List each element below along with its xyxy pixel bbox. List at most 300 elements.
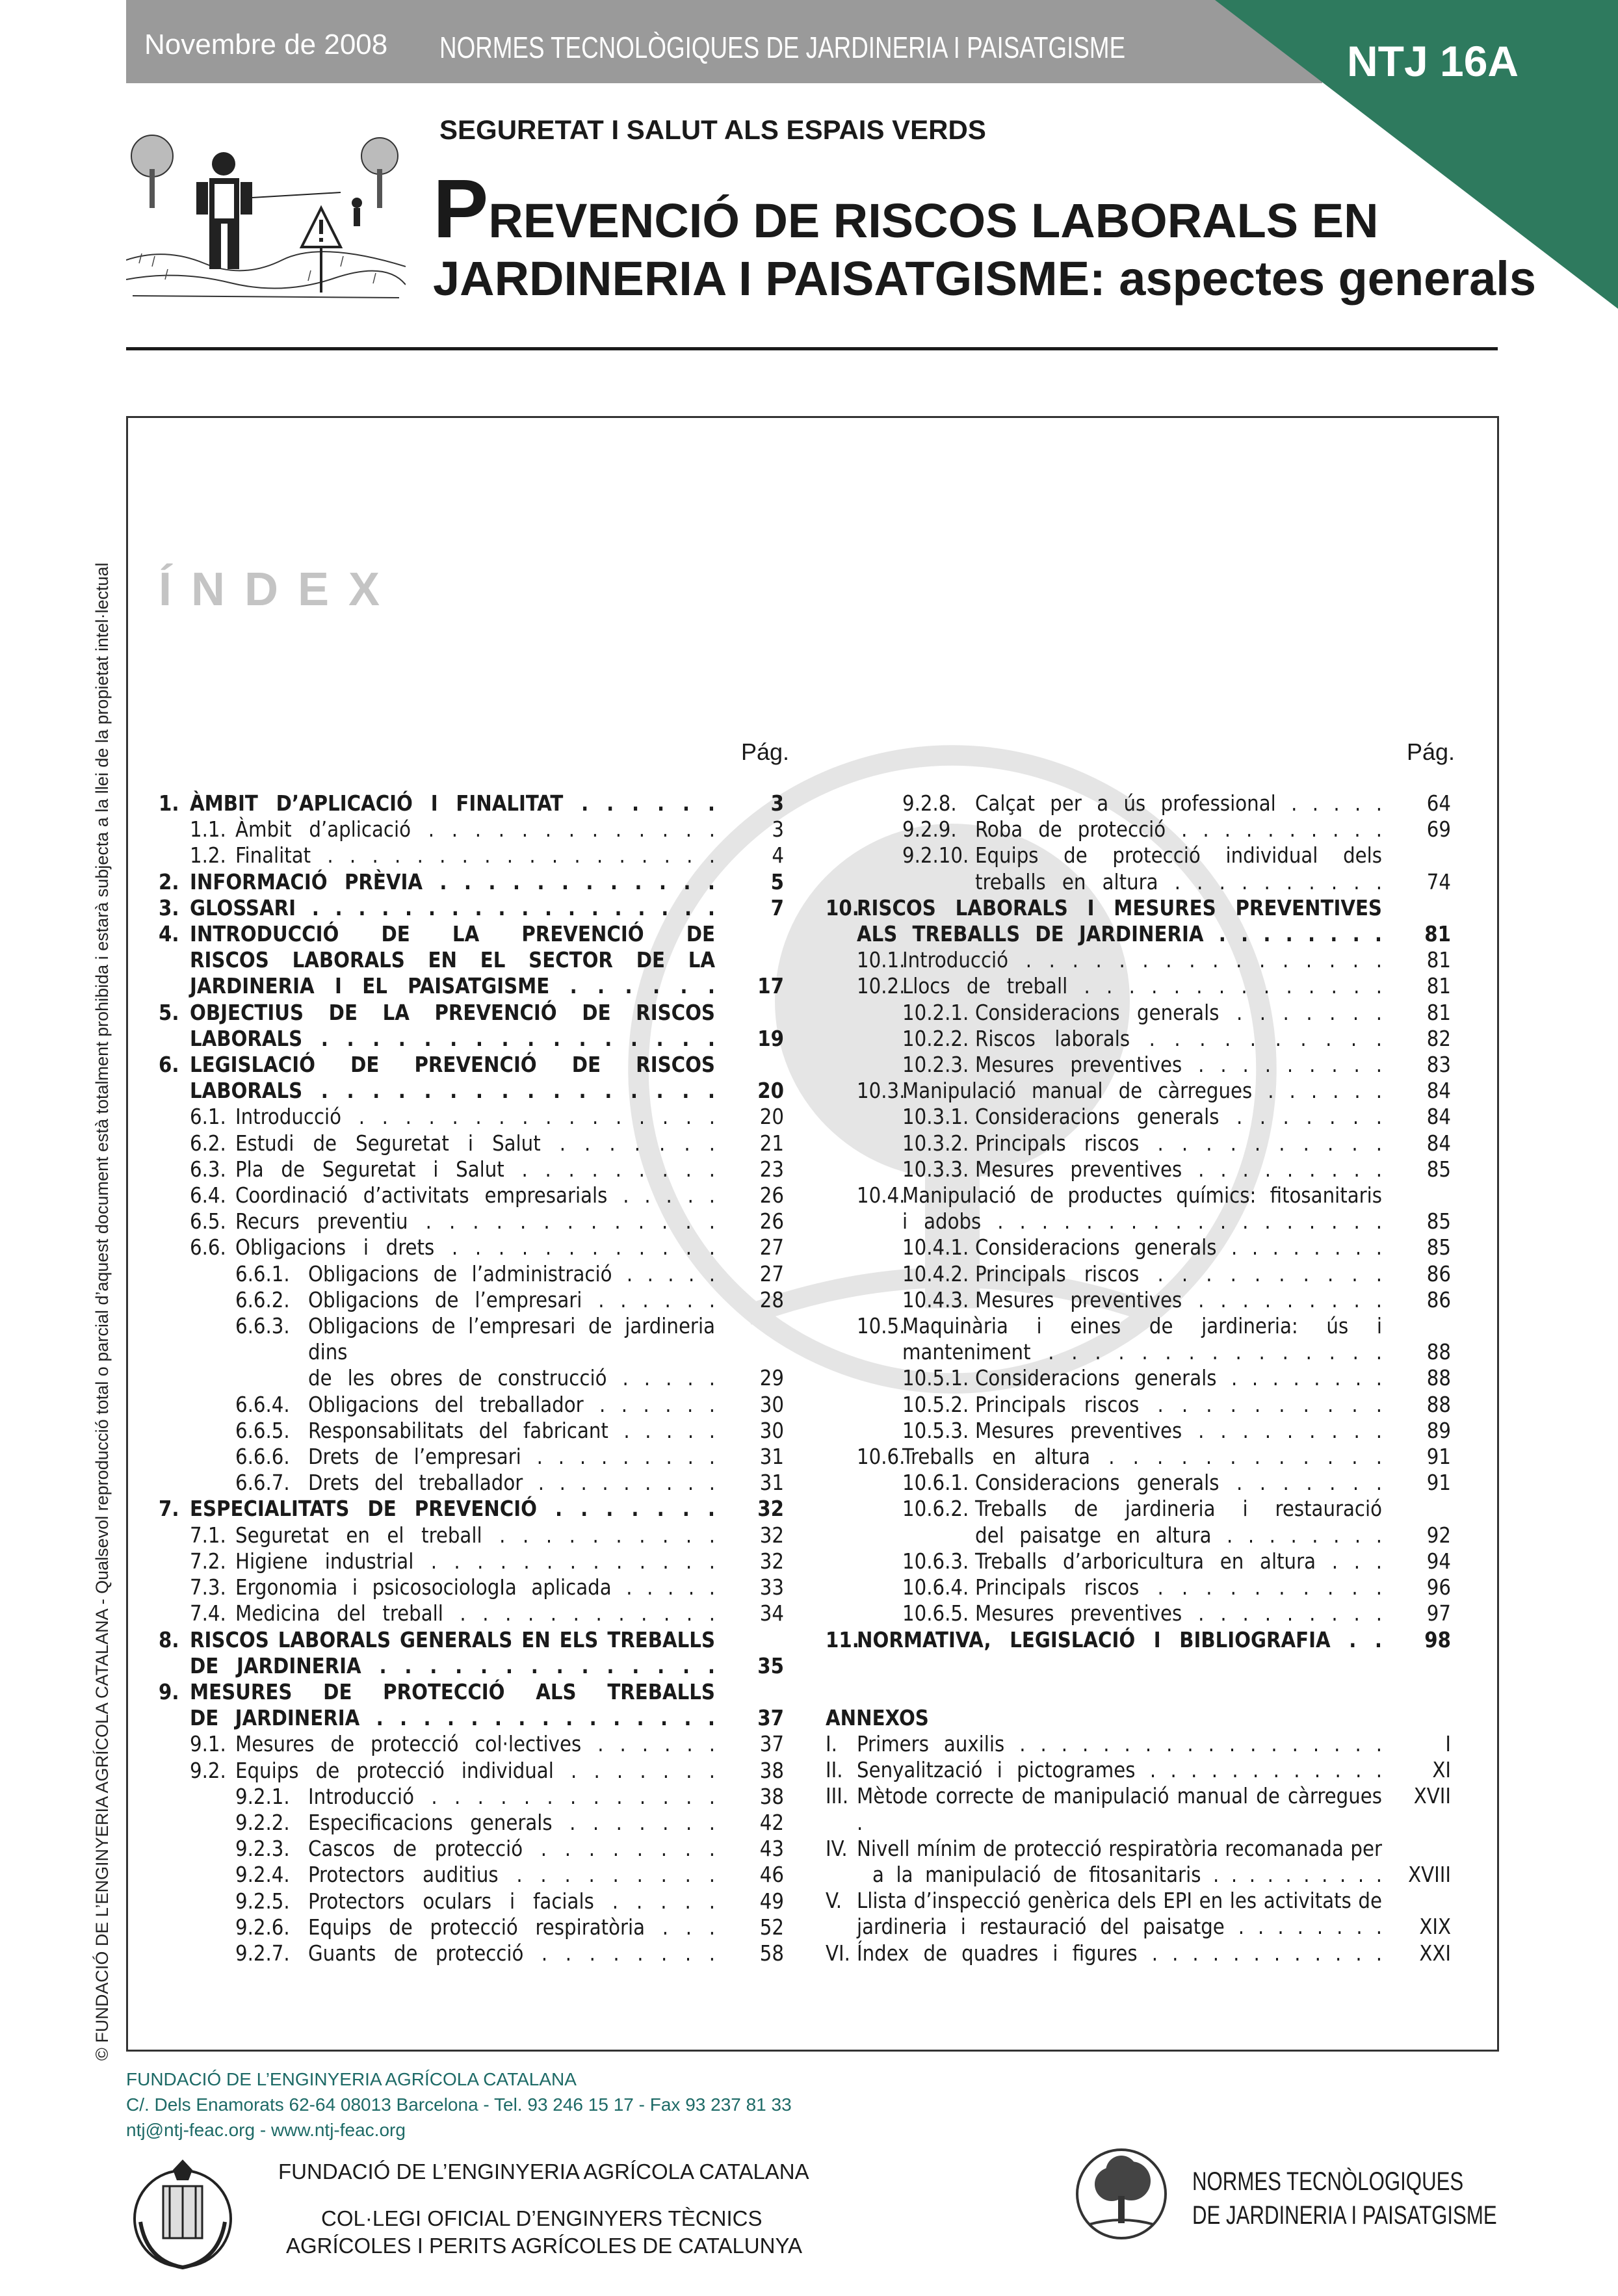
toc-page-number: 7 xyxy=(770,895,784,920)
toc-entry xyxy=(826,1078,1451,1104)
toc-number: 7.3. xyxy=(190,1575,226,1600)
toc-number: 9.2.5. xyxy=(235,1888,290,1914)
footer-right-line-1: NORMES TECNÒLOGIQUES xyxy=(1192,2167,1464,2196)
toc-entry xyxy=(159,1836,784,1862)
toc-entry xyxy=(159,842,784,868)
toc-entry xyxy=(826,842,1451,868)
toc-page-number: 86 xyxy=(1426,1287,1451,1312)
toc-title: Calçat per a ús professional . . . . . xyxy=(975,791,1382,816)
toc-page-number: 38 xyxy=(759,1784,784,1809)
toc-title: ESPECIALITATS DE PREVENCIÓ . . . . . . . xyxy=(190,1496,715,1522)
toc-number: 10.1. xyxy=(857,948,906,973)
toc-title: Consideracions generals . . . . . . . xyxy=(975,1000,1382,1025)
toc-entry xyxy=(826,1287,1451,1313)
toc-number: 6.6.1. xyxy=(235,1261,290,1286)
toc-entry xyxy=(159,1130,784,1156)
toc-entry xyxy=(159,973,784,999)
toc-page-number: 19 xyxy=(757,1026,784,1051)
toc-left-column xyxy=(159,790,784,1966)
toc-entry xyxy=(159,1287,784,1313)
toc-number: 10.6.1. xyxy=(902,1470,969,1496)
toc-page-number: 64 xyxy=(1426,791,1451,816)
toc-entry xyxy=(826,790,1451,816)
toc-page-number: 58 xyxy=(759,1940,784,1966)
toc-entry xyxy=(159,1392,784,1418)
toc-entry xyxy=(159,816,784,842)
toc-page-number: 85 xyxy=(1426,1209,1451,1234)
toc-title: Drets del treballador . . . . . . . . . xyxy=(308,1470,715,1496)
toc-title: INTRODUCCIÓ DE LA PREVENCIÓ DE xyxy=(190,922,715,947)
toc-title: Consideracions generals . . . . . . . . xyxy=(975,1235,1382,1260)
toc-title: del paisatge en altura . . . . . . . . xyxy=(975,1522,1382,1548)
toc-page-number: 85 xyxy=(1426,1235,1451,1260)
toc-title: Pla de Seguretat i Salut . . . . . . . . . xyxy=(235,1156,715,1182)
toc-number: 10.4.3. xyxy=(902,1287,969,1312)
toc-entry xyxy=(159,869,784,895)
toc-page-number: XIX xyxy=(1419,1914,1451,1940)
toc-entry xyxy=(159,1496,784,1522)
toc-page-number: 98 xyxy=(1424,1627,1451,1652)
toc-number: II. xyxy=(826,1758,843,1783)
toc-number: V. xyxy=(826,1888,842,1914)
toc-title: Ergonomia i psicosociologIa aplicada . . . . . xyxy=(235,1575,715,1600)
toc-title: Índex de quadres i figures . . . . . . . . . . . . xyxy=(857,1940,1382,1966)
toc-entry xyxy=(826,1182,1451,1208)
toc-title: DE JARDINERIA . . . . . . . . . . . . . . . xyxy=(190,1706,715,1731)
toc-entry xyxy=(826,1496,1451,1522)
toc-entry xyxy=(826,973,1451,999)
toc-page-number: 97 xyxy=(1426,1601,1451,1626)
toc-title: Obligacions de l’empresari . . . . . . xyxy=(308,1287,715,1312)
toc-entry xyxy=(159,1574,784,1600)
toc-entry xyxy=(826,947,1451,973)
toc-title: MESURES DE PROTECCIÓ ALS TREBALLS xyxy=(190,1679,715,1704)
toc-entry xyxy=(826,1914,1451,1940)
toc-number: 10.6.4. xyxy=(902,1575,969,1600)
toc-title: Obligacions i drets . . . . . . . . . . . . xyxy=(235,1235,715,1260)
toc-page-number: 28 xyxy=(759,1287,784,1312)
toc-page-number: 32 xyxy=(759,1522,784,1548)
toc-page-number: 81 xyxy=(1424,922,1451,947)
toc-title: Principals riscos . . . . . . . . . . xyxy=(975,1392,1382,1417)
toc-entry xyxy=(826,1470,1451,1496)
toc-page-number: 26 xyxy=(759,1183,784,1208)
toc-title: Senyalització i pictogrames . . . . . . . . . . . . xyxy=(857,1758,1382,1783)
toc-page-number: 30 xyxy=(759,1418,784,1443)
publication-date: Novembre de 2008 xyxy=(144,29,388,60)
toc-title: a la manipulació de fitosanitaris . . . . . . . . . . xyxy=(872,1862,1382,1887)
toc-number: 9.1. xyxy=(190,1732,226,1757)
toc-title: treballs en altura . . . . . . . . . . xyxy=(975,869,1382,894)
toc-page-number: 81 xyxy=(1426,948,1451,973)
toc-entry xyxy=(159,1365,784,1391)
toc-page-number: 92 xyxy=(1426,1522,1451,1548)
toc-entry xyxy=(826,1261,1451,1287)
toc-page-number: 37 xyxy=(757,1706,784,1731)
toc-number: 9.2.7. xyxy=(235,1940,290,1966)
toc-number: 9.2.6. xyxy=(235,1914,290,1940)
toc-page-number: 32 xyxy=(759,1548,784,1574)
toc-title: INFORMACIÓ PRÈVIA . . . . . . . . . . . . xyxy=(190,869,715,894)
toc-title: Equips de protecció individual dels xyxy=(975,843,1382,868)
toc-entry xyxy=(159,1104,784,1130)
document-subtitle: SEGURETAT I SALUT ALS ESPAIS VERDS xyxy=(439,114,986,145)
toc-title: Protectors auditius . . . . . . . . . xyxy=(308,1862,715,1888)
toc-page-number: 88 xyxy=(1426,1340,1451,1365)
toc-page-number: 27 xyxy=(759,1261,784,1286)
ntj-tree-logo xyxy=(1066,2145,1177,2243)
toc-entry xyxy=(159,921,784,947)
toc-title: Consideracions generals . . . . . . . . xyxy=(975,1366,1382,1391)
toc-number: 6.6.7. xyxy=(235,1470,290,1496)
toc-title: Recurs preventiu . . . . . . . . . . . . . xyxy=(235,1209,715,1234)
toc-number: 6.4. xyxy=(190,1183,226,1208)
toc-title: Principals riscos . . . . . . . . . . xyxy=(975,1261,1382,1286)
toc-entry xyxy=(826,1731,1451,1757)
toc-page-number: 20 xyxy=(757,1078,784,1104)
document-title xyxy=(433,163,1536,306)
toc-number: 9.2.4. xyxy=(235,1862,290,1888)
toc-number: 9.2. xyxy=(190,1758,226,1783)
toc-number: 6.6.6. xyxy=(235,1444,290,1470)
toc-entry xyxy=(159,1156,784,1182)
toc-title: Llocs de treball . . . . . . . . . . . . . . xyxy=(902,974,1382,999)
toc-title: Mesures preventives . . . . . . . . . xyxy=(975,1418,1382,1443)
toc-page-number: 34 xyxy=(759,1601,784,1626)
toc-number: 11. xyxy=(826,1627,859,1652)
toc-title: de les obres de construcció . . . . . xyxy=(308,1366,715,1391)
toc-title: JARDINERIA I EL PAISATGISME . . . . . . xyxy=(190,974,715,999)
toc-page-number: 5 xyxy=(770,869,784,894)
toc-number: 6.6. xyxy=(190,1235,226,1260)
toc-title: Introducció . . . . . . . . . . . . . . . . xyxy=(902,948,1382,973)
toc-number: 9.2.10. xyxy=(902,843,969,868)
toc-number: 6.3. xyxy=(190,1156,226,1182)
toc-entry xyxy=(159,1600,784,1626)
toc-number: 1.1. xyxy=(190,817,226,842)
toc-title: Principals riscos . . . . . . . . . . xyxy=(975,1575,1382,1600)
toc-title: Treballs de jardineria i restauració xyxy=(975,1496,1382,1522)
toc-page-number: XVIII xyxy=(1408,1862,1451,1887)
toc-number: 6. xyxy=(159,1052,179,1078)
toc-page-number: 82 xyxy=(1426,1026,1451,1051)
toc-number: IV. xyxy=(826,1836,848,1861)
toc-title: Obligacions del treballador . . . . . . xyxy=(308,1392,715,1417)
title-initial: P xyxy=(433,163,489,255)
toc-number: 9.2.8. xyxy=(902,791,957,816)
toc-title: Finalitat . . . . . . . . . . . . . . . . . . xyxy=(235,843,715,868)
title-line-2: JARDINERIA I PAISATGISME: aspectes generals xyxy=(433,252,1536,306)
toc-title: Medicina del treball . . . . . . . . . . . . xyxy=(235,1601,715,1626)
toc-title: Principals riscos . . . . . . . . . . xyxy=(975,1130,1382,1156)
toc-number: 1.2. xyxy=(190,843,226,868)
toc-number: 8. xyxy=(159,1627,179,1652)
toc-number: 10.2.3. xyxy=(902,1052,969,1078)
toc-number: 10.3. xyxy=(857,1078,906,1104)
toc-title: NORMATIVA, LEGISLACIÓ I BIBLIOGRAFIA . . xyxy=(857,1627,1382,1652)
toc-entry xyxy=(159,1052,784,1078)
side-copyright xyxy=(92,562,112,2061)
toc-number: 10.6.2. xyxy=(902,1496,969,1522)
toc-title: manteniment . . . . . . . . . . . . . . . xyxy=(902,1340,1382,1365)
toc-entry xyxy=(159,1914,784,1940)
toc-right-column xyxy=(826,790,1451,1966)
toc-number: 7.2. xyxy=(190,1548,226,1574)
toc-number: 10.5. xyxy=(857,1314,906,1339)
toc-page-number: 86 xyxy=(1426,1261,1451,1286)
title-line-1-rest: REVENCIÓ DE RISCOS LABORALS EN xyxy=(488,194,1379,248)
toc-entry xyxy=(826,895,1451,921)
college-seal-logo xyxy=(127,2157,238,2274)
toc-entry xyxy=(826,1365,1451,1391)
toc-entry xyxy=(826,1548,1451,1574)
toc-title: Consideracions generals . . . . . . . xyxy=(975,1470,1382,1496)
toc-title: Àmbit d’aplicació . . . . . . . . . . . . . xyxy=(235,817,715,842)
toc-entry xyxy=(159,1444,784,1470)
toc-entry xyxy=(826,1888,1451,1914)
toc-title: Protectors oculars i facials . . . . . xyxy=(308,1888,715,1914)
toc-entry xyxy=(826,1130,1451,1156)
toc-number: 2. xyxy=(159,869,179,894)
toc-title: Equips de protecció individual . . . . . . . xyxy=(235,1758,715,1783)
toc-entry xyxy=(826,921,1451,947)
toc-number: 10.5.1. xyxy=(902,1366,969,1391)
gardener-warning-illustration xyxy=(126,130,406,306)
toc-title: Especificacions generals . . . . . . . xyxy=(308,1810,715,1835)
toc-title: LEGISLACIÓ DE PREVENCIÓ DE RISCOS xyxy=(190,1052,715,1078)
toc-page-number: 3 xyxy=(772,817,784,842)
toc-number: 9.2.2. xyxy=(235,1810,290,1835)
toc-entry xyxy=(826,869,1451,895)
toc-page-number: 91 xyxy=(1426,1444,1451,1470)
toc-number: 6.6.3. xyxy=(235,1314,290,1339)
toc-entry xyxy=(826,1313,1451,1339)
toc-entry xyxy=(826,816,1451,842)
toc-number: 9. xyxy=(159,1679,179,1704)
toc-page-number: XXI xyxy=(1419,1940,1451,1966)
toc-page-number: 84 xyxy=(1426,1104,1451,1130)
toc-entry xyxy=(826,1104,1451,1130)
toc-title: Obligacions de l’administració . . . . . xyxy=(308,1261,715,1286)
toc-page-number: 81 xyxy=(1426,974,1451,999)
toc-title: Obligacions de l’empresari de jardineria dins xyxy=(308,1314,715,1365)
toc-title: jardineria i restauració del paisatge . . . . . . . . xyxy=(857,1914,1382,1940)
toc-number: 4. xyxy=(159,922,179,947)
toc-page-number: 20 xyxy=(759,1104,784,1130)
toc-page-number: 88 xyxy=(1426,1366,1451,1391)
toc-entry xyxy=(826,1392,1451,1418)
toc-title: Equips de protecció respiratòria . . . xyxy=(308,1914,715,1940)
toc-entry xyxy=(826,1862,1451,1888)
toc-number: 10.4. xyxy=(857,1183,906,1208)
toc-entry xyxy=(159,1888,784,1914)
toc-title: Mètode correcte de manipulació manual de càrregues . xyxy=(857,1784,1382,1835)
toc-page-number: 88 xyxy=(1426,1392,1451,1417)
toc-entry xyxy=(826,1052,1451,1078)
toc-entry xyxy=(826,1627,1451,1653)
toc-number: 6.6.5. xyxy=(235,1418,290,1443)
toc-number: 7.4. xyxy=(190,1601,226,1626)
toc-title: ALS TREBALLS DE JARDINERIA . . . . . . . . xyxy=(857,922,1382,947)
toc-title: Mesures de protecció col·lectives . . . . . . xyxy=(235,1732,715,1757)
toc-entry xyxy=(826,1339,1451,1365)
toc-entry xyxy=(826,1940,1451,1966)
toc-page-number: 81 xyxy=(1426,1000,1451,1025)
toc-number: 9.2.9. xyxy=(902,817,957,842)
toc-entry xyxy=(826,1000,1451,1026)
toc-page-number: 83 xyxy=(1426,1052,1451,1078)
toc-title: Nivell mínim de protecció respiratòria recomanada per xyxy=(857,1836,1382,1861)
toc-number: 7.1. xyxy=(190,1522,226,1548)
footer-center-line-1: FUNDACIÓ DE L’ENGINYERIA AGRÍCOLA CATALANA xyxy=(278,2159,809,2184)
toc-title: Estudi de Seguretat i Salut . . . . . . . xyxy=(235,1130,715,1156)
toc-page-number: 84 xyxy=(1426,1078,1451,1104)
toc-title: Riscos laborals . . . . . . . . . . xyxy=(975,1026,1382,1051)
toc-number: 10.2. xyxy=(857,974,906,999)
toc-entry xyxy=(826,1836,1451,1862)
toc-title: Consideracions generals . . . . . . . xyxy=(975,1104,1382,1130)
toc-number: 10.3.1. xyxy=(902,1104,969,1130)
toc-title: RISCOS LABORALS I MESURES PREVENTIVES xyxy=(857,895,1382,920)
toc-number: 10.4.1. xyxy=(902,1235,969,1260)
toc-entry xyxy=(826,1600,1451,1626)
toc-number: 9.2.1. xyxy=(235,1784,290,1809)
toc-page-number: 42 xyxy=(759,1810,784,1835)
toc-number: 1. xyxy=(159,791,179,816)
footer-center-line-3: AGRÍCOLES I PERITS AGRÍCOLES DE CATALUNYA xyxy=(286,2234,803,2258)
toc-number: 10.5.3. xyxy=(902,1418,969,1443)
toc-title: Coordinació d’activitats empresarials . . . . . xyxy=(235,1183,715,1208)
toc-number: 10.6. xyxy=(857,1444,906,1470)
toc-page-number: 43 xyxy=(759,1836,784,1862)
toc-title: OBJECTIUS DE LA PREVENCIÓ DE RISCOS xyxy=(190,1000,715,1025)
toc-number: I. xyxy=(826,1731,837,1756)
toc-entry xyxy=(159,1784,784,1810)
toc-title: Introducció . . . . . . . . . . . . . xyxy=(308,1784,715,1809)
toc-page-number: 32 xyxy=(757,1496,784,1522)
toc-page-number: 94 xyxy=(1426,1548,1451,1574)
toc-page-number: I xyxy=(1445,1731,1451,1756)
toc-title: Treballs en altura . . . . . . . . . . . . xyxy=(902,1444,1382,1470)
toc-number: 10.6.3. xyxy=(902,1548,969,1574)
toc-entry xyxy=(159,1522,784,1548)
toc-number: 6.2. xyxy=(190,1130,226,1156)
toc-entry xyxy=(826,1574,1451,1600)
index-title: ÍNDEX xyxy=(159,564,400,616)
toc-title: Introducció . . . . . . . . . . . . . . . . xyxy=(235,1104,715,1130)
toc-title: i adobs . . . . . . . . . . . . . . . . . . xyxy=(902,1209,1382,1234)
toc-number: 7. xyxy=(159,1496,179,1522)
toc-entry xyxy=(159,1208,784,1234)
toc-page-number: 35 xyxy=(757,1653,784,1678)
series-title: NORMES TECNOLÒGIQUES DE JARDINERIA I PAISATGISME xyxy=(439,31,1126,64)
toc-title: Guants de protecció . . . . . . . . xyxy=(308,1940,715,1966)
toc-entry xyxy=(159,1313,784,1365)
toc-number: 3. xyxy=(159,895,179,920)
toc-page-number: 4 xyxy=(772,843,784,868)
toc-title: LABORALS . . . . . . . . . . . . . . . . xyxy=(190,1026,715,1051)
title-line-1 xyxy=(433,163,1536,255)
toc-title: DE JARDINERIA . . . . . . . . . . . . . . xyxy=(190,1653,715,1678)
toc-entry xyxy=(826,1418,1451,1444)
standard-code: NTJ 16A xyxy=(1347,37,1519,85)
toc-title: Llista d’inspecció genèrica dels EPI en les activitats de xyxy=(857,1888,1382,1914)
toc-entry xyxy=(159,1810,784,1836)
toc-title: Manipulació manual de càrregues . . . . . . xyxy=(902,1078,1382,1104)
toc-title: Higiene industrial . . . . . . . . . . . . . xyxy=(235,1548,715,1574)
toc-entry xyxy=(159,1862,784,1888)
toc-title: RISCOS LABORALS GENERALS EN ELS TREBALLS xyxy=(190,1627,715,1652)
toc-page-number: 27 xyxy=(759,1235,784,1260)
side-copyright-text: FUNDACIÓ DE L’ENGINYERIA AGRÍCOLA CATALANA - Qualsevol reproducció total o parcial d’aquest document està totalment prohibida i estarà subjecta a la llei de la propietat intel·lectual xyxy=(92,562,112,2043)
footer-right-line-2: DE JARDINERIA I PAISATGISME xyxy=(1192,2201,1497,2230)
toc-title: RISCOS LABORALS EN EL SECTOR DE LA xyxy=(190,948,715,973)
toc-entry xyxy=(159,1705,784,1731)
toc-page-number: 29 xyxy=(759,1366,784,1391)
toc-page-number: 26 xyxy=(759,1209,784,1234)
toc-title: Cascos de protecció . . . . . . . . xyxy=(308,1836,715,1862)
toc-entry xyxy=(159,1627,784,1653)
toc-page-number: 30 xyxy=(759,1392,784,1417)
toc-title: Drets de l’empresari . . . . . . . . . xyxy=(308,1444,715,1470)
toc-page-number: 84 xyxy=(1426,1130,1451,1156)
toc-entry xyxy=(159,1234,784,1260)
toc-entry xyxy=(826,1757,1451,1783)
toc-page-number: 46 xyxy=(759,1862,784,1888)
toc-entry xyxy=(826,1783,1451,1835)
footer-address: C/. Dels Enamorats 62-64 08013 Barcelona - Tel. 93 246 15 17 - Fax 93 237 81 33 xyxy=(126,2094,792,2115)
toc-entry xyxy=(159,947,784,973)
toc-page-number: 23 xyxy=(759,1156,784,1182)
copyright-icon: © xyxy=(92,2048,112,2061)
toc-page-number: 21 xyxy=(759,1130,784,1156)
toc-entry xyxy=(159,1653,784,1679)
toc-entry xyxy=(826,1444,1451,1470)
toc-number: 6.1. xyxy=(190,1104,226,1130)
page-column-label-right: Pág. xyxy=(1407,738,1455,765)
toc-title: Responsabilitats del fabricant . . . . . xyxy=(308,1418,715,1443)
footer-organization: FUNDACIÓ DE L’ENGINYERIA AGRÍCOLA CATALANA xyxy=(126,2069,577,2089)
toc-page-number: 31 xyxy=(759,1470,784,1496)
toc-page-number: 96 xyxy=(1426,1575,1451,1600)
toc-page-number: 3 xyxy=(770,791,784,816)
toc-entry xyxy=(159,790,784,816)
toc-title: LABORALS . . . . . . . . . . . . . . . . xyxy=(190,1078,715,1104)
toc-title: Mesures preventives . . . . . . . . . xyxy=(975,1052,1382,1078)
toc-page-number: 91 xyxy=(1426,1470,1451,1496)
toc-title: Roba de protecció . . . . . . . . . . xyxy=(975,817,1382,842)
toc-title: Primers auxilis . . . . . . . . . . . . . . . . . . xyxy=(857,1731,1382,1756)
toc-entry xyxy=(159,1078,784,1104)
toc-page-number: 69 xyxy=(1426,817,1451,842)
toc-number: 10.2.2. xyxy=(902,1026,969,1051)
toc-title: Treballs d’arboricultura en altura . . . xyxy=(975,1548,1382,1574)
toc-number: III. xyxy=(826,1784,849,1809)
toc-page-number: 89 xyxy=(1426,1418,1451,1443)
toc-entry xyxy=(159,1182,784,1208)
toc-title: Seguretat en el treball . . . . . . . . . . xyxy=(235,1522,715,1548)
toc-spacer xyxy=(826,1679,1451,1705)
toc-entry xyxy=(159,1679,784,1705)
toc-number: 10.3.2. xyxy=(902,1130,969,1156)
toc-page-number: 37 xyxy=(759,1732,784,1757)
toc-entry xyxy=(159,1026,784,1052)
toc-page-number: 17 xyxy=(757,974,784,999)
toc-entry xyxy=(159,1731,784,1757)
toc-number: 5. xyxy=(159,1000,179,1025)
toc-title: Mesures preventives . . . . . . . . . xyxy=(975,1287,1382,1312)
annex-heading: ANNEXOS xyxy=(826,1705,929,1730)
